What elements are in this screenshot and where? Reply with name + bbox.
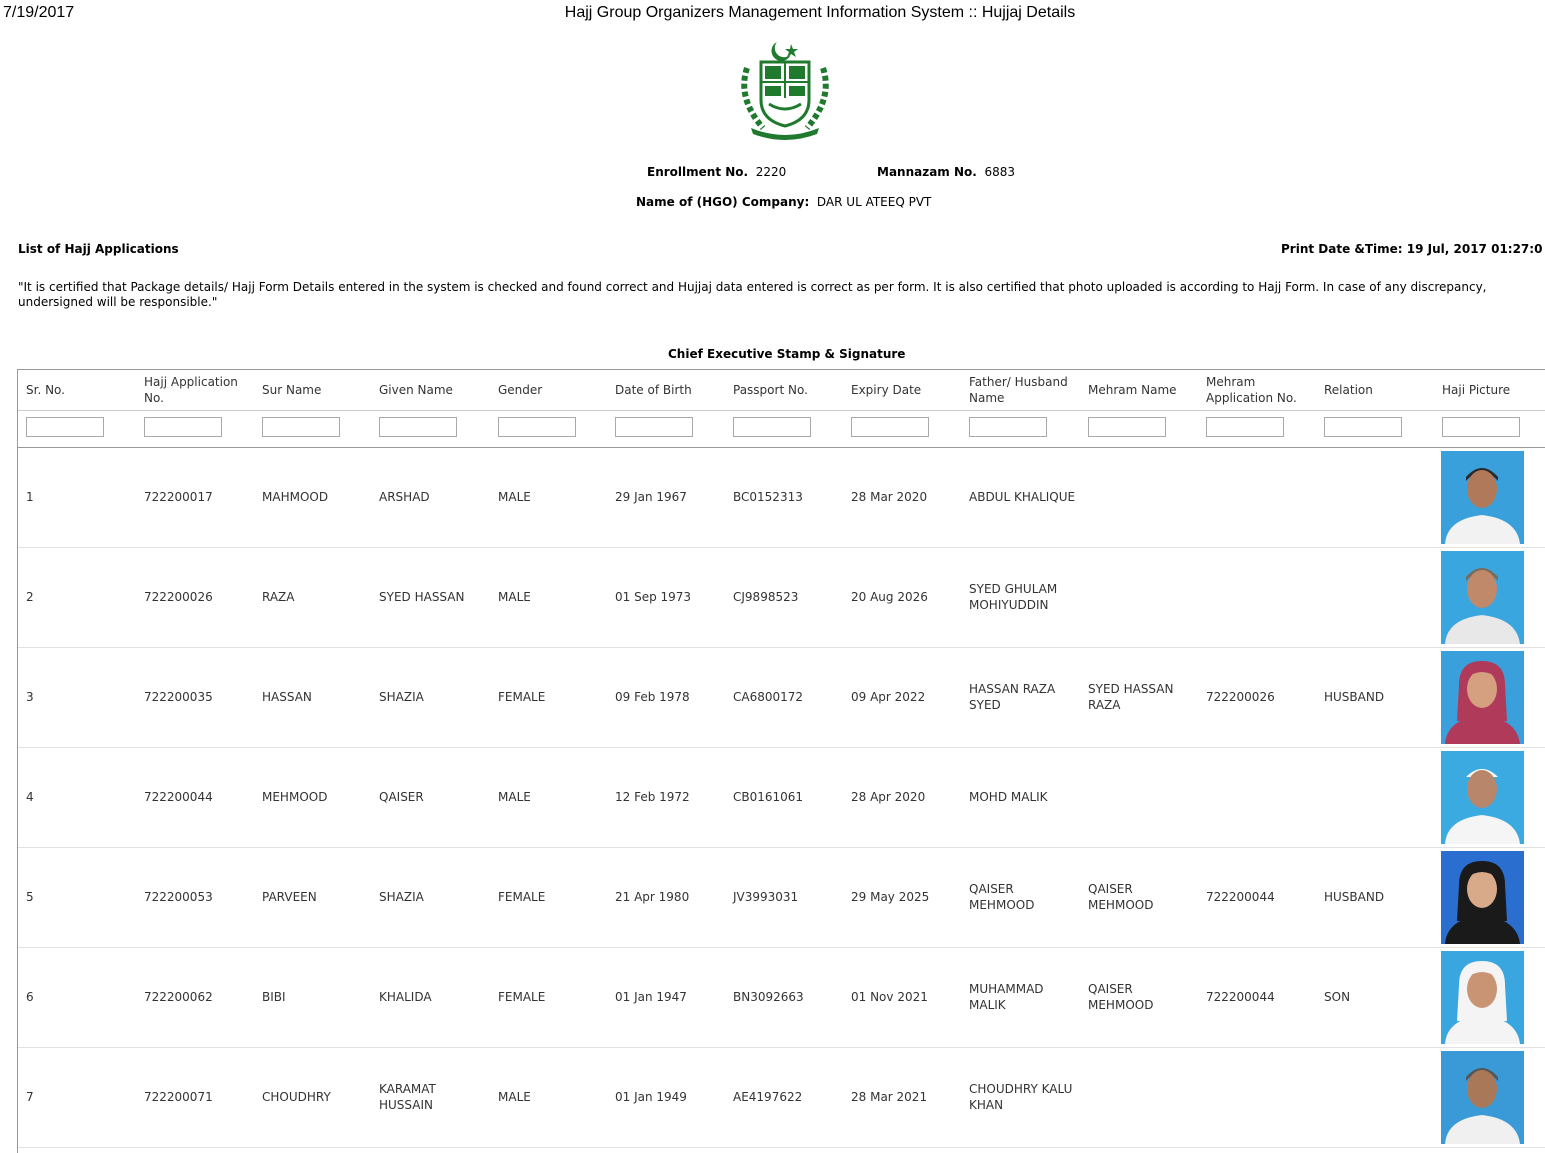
column-header-father-husband-name[interactable]: Father/ Husband Name [969, 375, 1068, 405]
hujjaj-table [17, 369, 1545, 1153]
cell-sr-no: 4 [26, 790, 34, 804]
filter-sr-no-input[interactable] [26, 417, 104, 437]
cell-mehram-name: SYED HASSAN RAZA [1088, 682, 1174, 712]
cell-mehram-application-no [1206, 547, 1314, 647]
column-header-sur-name[interactable]: Sur Name [262, 383, 322, 397]
cell-date-of-birth: 12 Feb 1972 [615, 790, 690, 804]
cell-sr-no: 1 [26, 490, 34, 504]
cell-application-no: 722200035 [144, 690, 213, 704]
cell-sur-name: HASSAN [262, 690, 312, 704]
cell-date-of-birth: 29 Jan 1967 [615, 490, 687, 504]
haji-photo-man-icon [1441, 1051, 1524, 1144]
haji-photo-woman-icon [1441, 851, 1524, 944]
table-row[interactable] [18, 747, 1545, 848]
cell-sr-no: 2 [26, 590, 34, 604]
mannazam-value: 6883 [984, 165, 1016, 179]
cell-expiry-date: 01 Nov 2021 [851, 990, 928, 1004]
filter-mehram-name-input[interactable] [1088, 417, 1166, 437]
enrollment-number [647, 165, 786, 179]
table-row[interactable] [18, 1047, 1545, 1148]
cell-gender: FEMALE [498, 990, 546, 1004]
column-header-sr-no[interactable]: Sr. No. [26, 383, 65, 397]
print-title: Hajj Group Organizers Management Information System :: Hujjaj Details [564, 4, 1076, 21]
filter-date-of-birth-input[interactable] [615, 417, 693, 437]
cell-sur-name: BIBI [262, 990, 286, 1004]
cell-relation [1324, 1047, 1432, 1147]
cell-given-name: SYED HASSAN [379, 590, 465, 604]
cell-sur-name: MEHMOOD [262, 790, 328, 804]
column-header-date-of-birth[interactable]: Date of Birth [615, 383, 692, 397]
table-row[interactable] [18, 447, 1545, 548]
cell-given-name: KARAMAT HUSSAIN [379, 1082, 436, 1112]
cell-mehram-application-no: 722200026 [1206, 690, 1275, 704]
enrollment-value: 2220 [755, 165, 787, 179]
cell-given-name: SHAZIA [379, 890, 424, 904]
cell-date-of-birth: 01 Jan 1947 [615, 990, 687, 1004]
cell-application-no: 722200026 [144, 590, 213, 604]
cell-application-no: 722200017 [144, 490, 213, 504]
cell-passport-no: BC0152313 [733, 490, 803, 504]
certification-text: "It is certified that Package details/ Hajj Form Details entered in the system is checked and found correct and Hujjaj data entered is correct as per form. It is also certified that photo uploaded is according to Hajj Form. In case of any discrepancy, undersigned will be responsible." [18, 280, 1487, 309]
cell-mehram-application-no [1206, 1047, 1314, 1147]
cell-mehram-application-no [1206, 447, 1314, 547]
cell-gender: MALE [498, 490, 531, 504]
cell-mehram-application-no: 722200044 [1206, 890, 1275, 904]
cell-expiry-date: 28 Apr 2020 [851, 790, 926, 804]
cell-father-husband-name: MUHAMMAD MALIK [969, 982, 1044, 1012]
stamp-signature-title: Chief Executive Stamp & Signature [668, 347, 906, 361]
cell-relation [1324, 447, 1432, 547]
cell-gender: MALE [498, 590, 531, 604]
cell-gender: MALE [498, 790, 531, 804]
filter-sur-name-input[interactable] [262, 417, 340, 437]
cell-given-name: ARSHAD [379, 490, 430, 504]
cell-passport-no: JV3993031 [733, 890, 799, 904]
cell-sur-name: CHOUDHRY [262, 1090, 331, 1104]
cell-relation [1324, 547, 1432, 647]
cell-relation: HUSBAND [1324, 890, 1385, 904]
filter-given-name-input[interactable] [379, 417, 457, 437]
print-date: 7/19/2017 [3, 4, 75, 21]
cell-date-of-birth: 21 Apr 1980 [615, 890, 690, 904]
cell-mehram-name [1088, 447, 1198, 547]
cell-given-name: KHALIDA [379, 990, 432, 1004]
cell-sur-name: MAHMOOD [262, 490, 329, 504]
filter-father-husband-name-input[interactable] [969, 417, 1047, 437]
cell-date-of-birth: 01 Sep 1973 [615, 590, 692, 604]
cell-mehram-name [1088, 547, 1198, 647]
state-emblem-icon [733, 38, 837, 140]
haji-photo-woman-icon [1441, 951, 1524, 1044]
filter-mehram-application-no-input[interactable] [1206, 417, 1284, 437]
cell-relation [1324, 747, 1432, 847]
cell-passport-no: AE4197622 [733, 1090, 803, 1104]
cell-father-husband-name: SYED GHULAM MOHIYUDDIN [969, 582, 1058, 612]
haji-photo-man-icon [1441, 551, 1524, 644]
filter-haji-picture-input[interactable] [1442, 417, 1520, 437]
cell-expiry-date: 29 May 2025 [851, 890, 930, 904]
cell-sr-no: 7 [26, 1090, 34, 1104]
filter-expiry-date-input[interactable] [851, 417, 929, 437]
cell-expiry-date: 28 Mar 2020 [851, 490, 928, 504]
cell-relation: HUSBAND [1324, 690, 1385, 704]
cell-passport-no: CJ9898523 [733, 590, 799, 604]
print-date-time: Print Date &Time: 19 Jul, 2017 01:27:0 [1281, 242, 1543, 256]
column-header-given-name[interactable]: Given Name [379, 383, 453, 397]
table-row[interactable] [18, 547, 1545, 648]
haji-photo-man-icon [1441, 751, 1524, 844]
cell-date-of-birth: 09 Feb 1978 [615, 690, 690, 704]
print-header [0, 4, 1545, 26]
mannazam-label: Mannazam No. [877, 165, 977, 179]
cell-father-husband-name: QAISER MEHMOOD [969, 882, 1035, 912]
column-header-relation[interactable]: Relation [1324, 383, 1373, 397]
cell-sr-no: 6 [26, 990, 34, 1004]
table-row[interactable] [18, 647, 1545, 748]
filter-relation-input[interactable] [1324, 417, 1402, 437]
cell-passport-no: CB0161061 [733, 790, 804, 804]
column-header-haji-picture[interactable]: Haji Picture [1442, 383, 1511, 397]
cell-application-no: 722200062 [144, 990, 213, 1004]
column-header-mehram-application-no[interactable]: Mehram Application No. [1206, 375, 1297, 405]
cell-mehram-application-no: 722200044 [1206, 990, 1275, 1004]
cell-mehram-name: QAISER MEHMOOD [1088, 882, 1154, 912]
cell-expiry-date: 28 Mar 2021 [851, 1090, 928, 1104]
filter-passport-no-input[interactable] [733, 417, 811, 437]
cell-sur-name: RAZA [262, 590, 295, 604]
cell-mehram-name: QAISER MEHMOOD [1088, 982, 1154, 1012]
filter-gender-input[interactable] [498, 417, 576, 437]
cell-application-no: 722200053 [144, 890, 213, 904]
cell-passport-no: BN3092663 [733, 990, 804, 1004]
cell-given-name: SHAZIA [379, 690, 424, 704]
cell-application-no: 722200071 [144, 1090, 213, 1104]
haji-photo-woman-icon [1441, 651, 1524, 744]
filter-row [18, 410, 1545, 448]
company-label: Name of (HGO) Company: [636, 195, 810, 209]
cell-gender: FEMALE [498, 690, 546, 704]
enrollment-label: Enrollment No. [647, 165, 749, 179]
cell-gender: FEMALE [498, 890, 546, 904]
cell-father-husband-name: CHOUDHRY KALU KHAN [969, 1082, 1073, 1112]
mannazam-number [877, 165, 1015, 179]
cell-sr-no: 3 [26, 690, 34, 704]
table-row[interactable] [18, 947, 1545, 1048]
list-title: List of Hajj Applications [18, 242, 179, 256]
cell-expiry-date: 09 Apr 2022 [851, 690, 926, 704]
cell-mehram-application-no [1206, 747, 1314, 847]
cell-mehram-name [1088, 747, 1198, 847]
cell-sr-no: 5 [26, 890, 34, 904]
cell-application-no: 722200044 [144, 790, 213, 804]
cell-father-husband-name: ABDUL KHALIQUE [969, 490, 1076, 504]
cell-given-name: QAISER [379, 790, 424, 804]
cell-sur-name: PARVEEN [262, 890, 317, 904]
cell-mehram-name [1088, 1047, 1198, 1147]
cell-father-husband-name: HASSAN RAZA SYED [969, 682, 1056, 712]
company-name [636, 195, 931, 209]
cell-gender: MALE [498, 1090, 531, 1104]
filter-application-no-input[interactable] [144, 417, 222, 437]
column-header-gender[interactable]: Gender [498, 383, 543, 397]
cell-relation: SON [1324, 990, 1351, 1004]
column-header-mehram-name[interactable]: Mehram Name [1088, 383, 1177, 397]
cell-date-of-birth: 01 Jan 1949 [615, 1090, 687, 1104]
haji-photo-man-icon [1441, 451, 1524, 544]
cell-father-husband-name: MOHD MALIK [969, 790, 1048, 804]
table-row[interactable] [18, 847, 1545, 948]
column-header-expiry-date[interactable]: Expiry Date [851, 383, 922, 397]
column-header-passport-no[interactable]: Passport No. [733, 383, 808, 397]
cell-passport-no: CA6800172 [733, 690, 804, 704]
company-value: DAR UL ATEEQ PVT [816, 195, 932, 209]
column-header-application-no[interactable]: Hajj Application No. [144, 375, 238, 405]
cell-expiry-date: 20 Aug 2026 [851, 590, 928, 604]
table-header [18, 370, 1545, 410]
